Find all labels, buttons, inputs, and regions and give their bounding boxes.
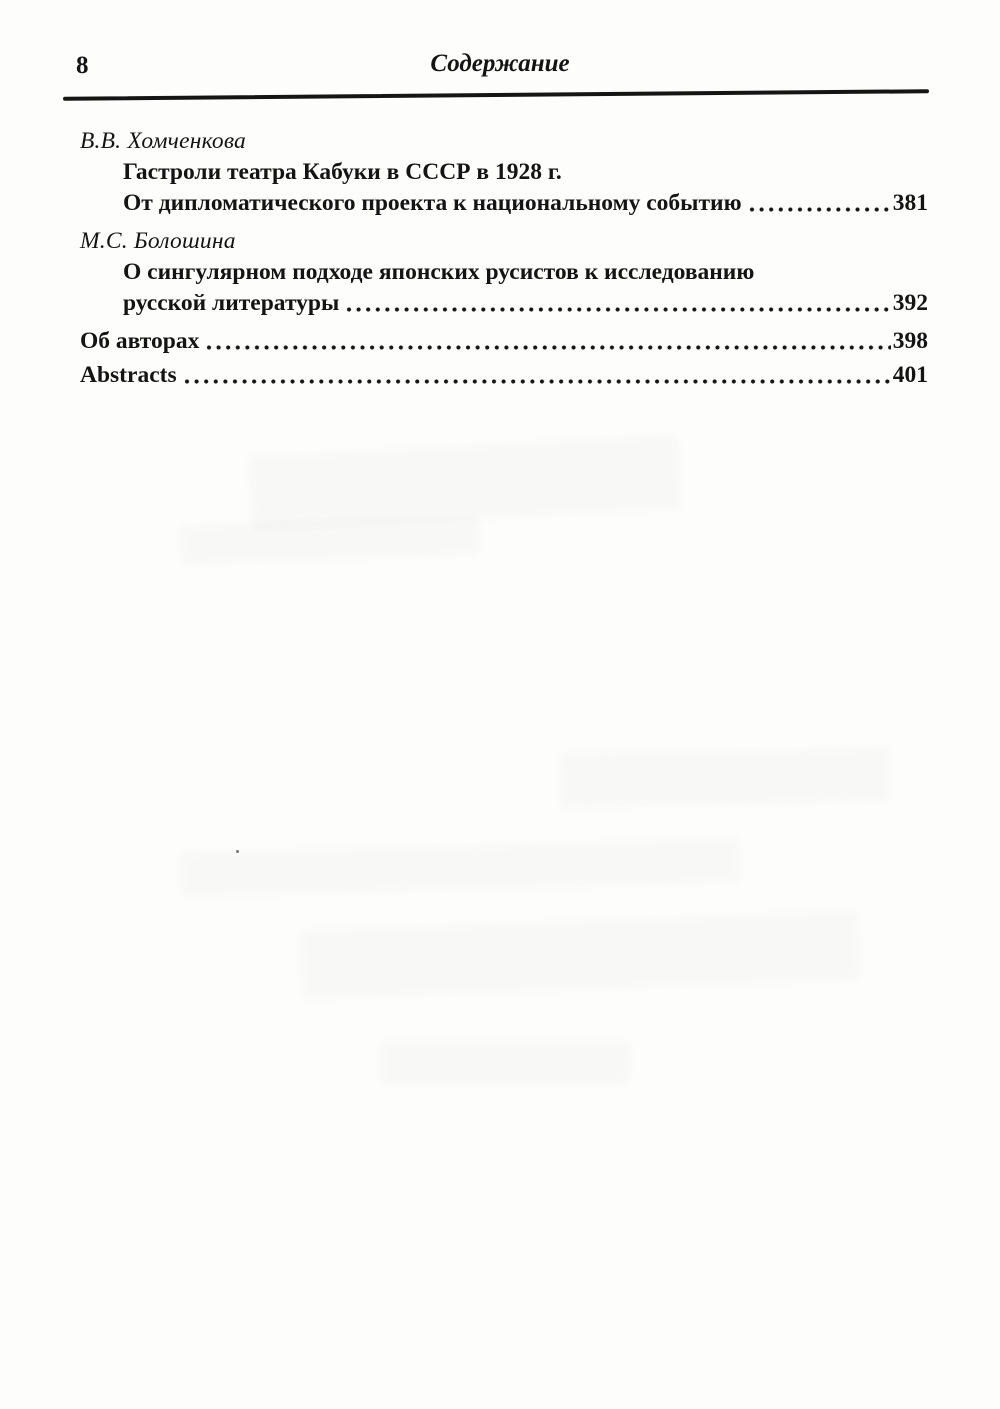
running-header-title: Содержание xyxy=(430,50,570,77)
toc-entry xyxy=(80,226,928,319)
toc-entry-page-number: 398 xyxy=(892,328,928,354)
toc-entry-title-line: русской литературы xyxy=(123,290,340,316)
bleed-through-artifact xyxy=(179,515,480,565)
toc-entry xyxy=(80,326,928,357)
bleed-through-artifact xyxy=(380,1040,630,1085)
page-number-folio: 8 xyxy=(76,52,89,79)
bleed-through-artifact xyxy=(560,747,891,808)
toc-entry-leader-row xyxy=(80,188,928,219)
header-rule xyxy=(63,89,929,100)
toc-entry-page-number: 401 xyxy=(892,362,928,388)
toc-entry-author: В.В. Хомченкова xyxy=(80,128,247,154)
table-of-contents xyxy=(80,126,928,394)
bleed-through-artifact xyxy=(299,910,861,1000)
toc-entry-leader-row xyxy=(80,288,928,319)
toc-entry-label: Abstracts xyxy=(80,362,177,388)
dot-leader xyxy=(345,288,890,319)
toc-entry-page-number: 381 xyxy=(892,190,928,216)
ink-speck-artifact xyxy=(236,850,239,853)
bleed-through-artifact xyxy=(180,838,741,898)
dot-leader xyxy=(748,188,891,219)
toc-entry-title-line: О сингулярном подходе японских русистов к исследованию xyxy=(123,259,755,285)
toc-entry-author: М.С. Болошина xyxy=(80,228,236,254)
dot-leader xyxy=(183,360,891,391)
toc-entry xyxy=(80,360,928,391)
toc-entry-title-line: От дипломатического проекта к национальному событию xyxy=(123,190,742,216)
toc-entry-label: Об авторах xyxy=(80,328,200,354)
toc-entry xyxy=(80,126,928,219)
toc-entry-title-line: Гастроли театра Кабуки в СССР в 1928 г. xyxy=(123,159,562,185)
dot-leader xyxy=(205,326,890,357)
toc-entry-page-number: 392 xyxy=(892,290,928,316)
